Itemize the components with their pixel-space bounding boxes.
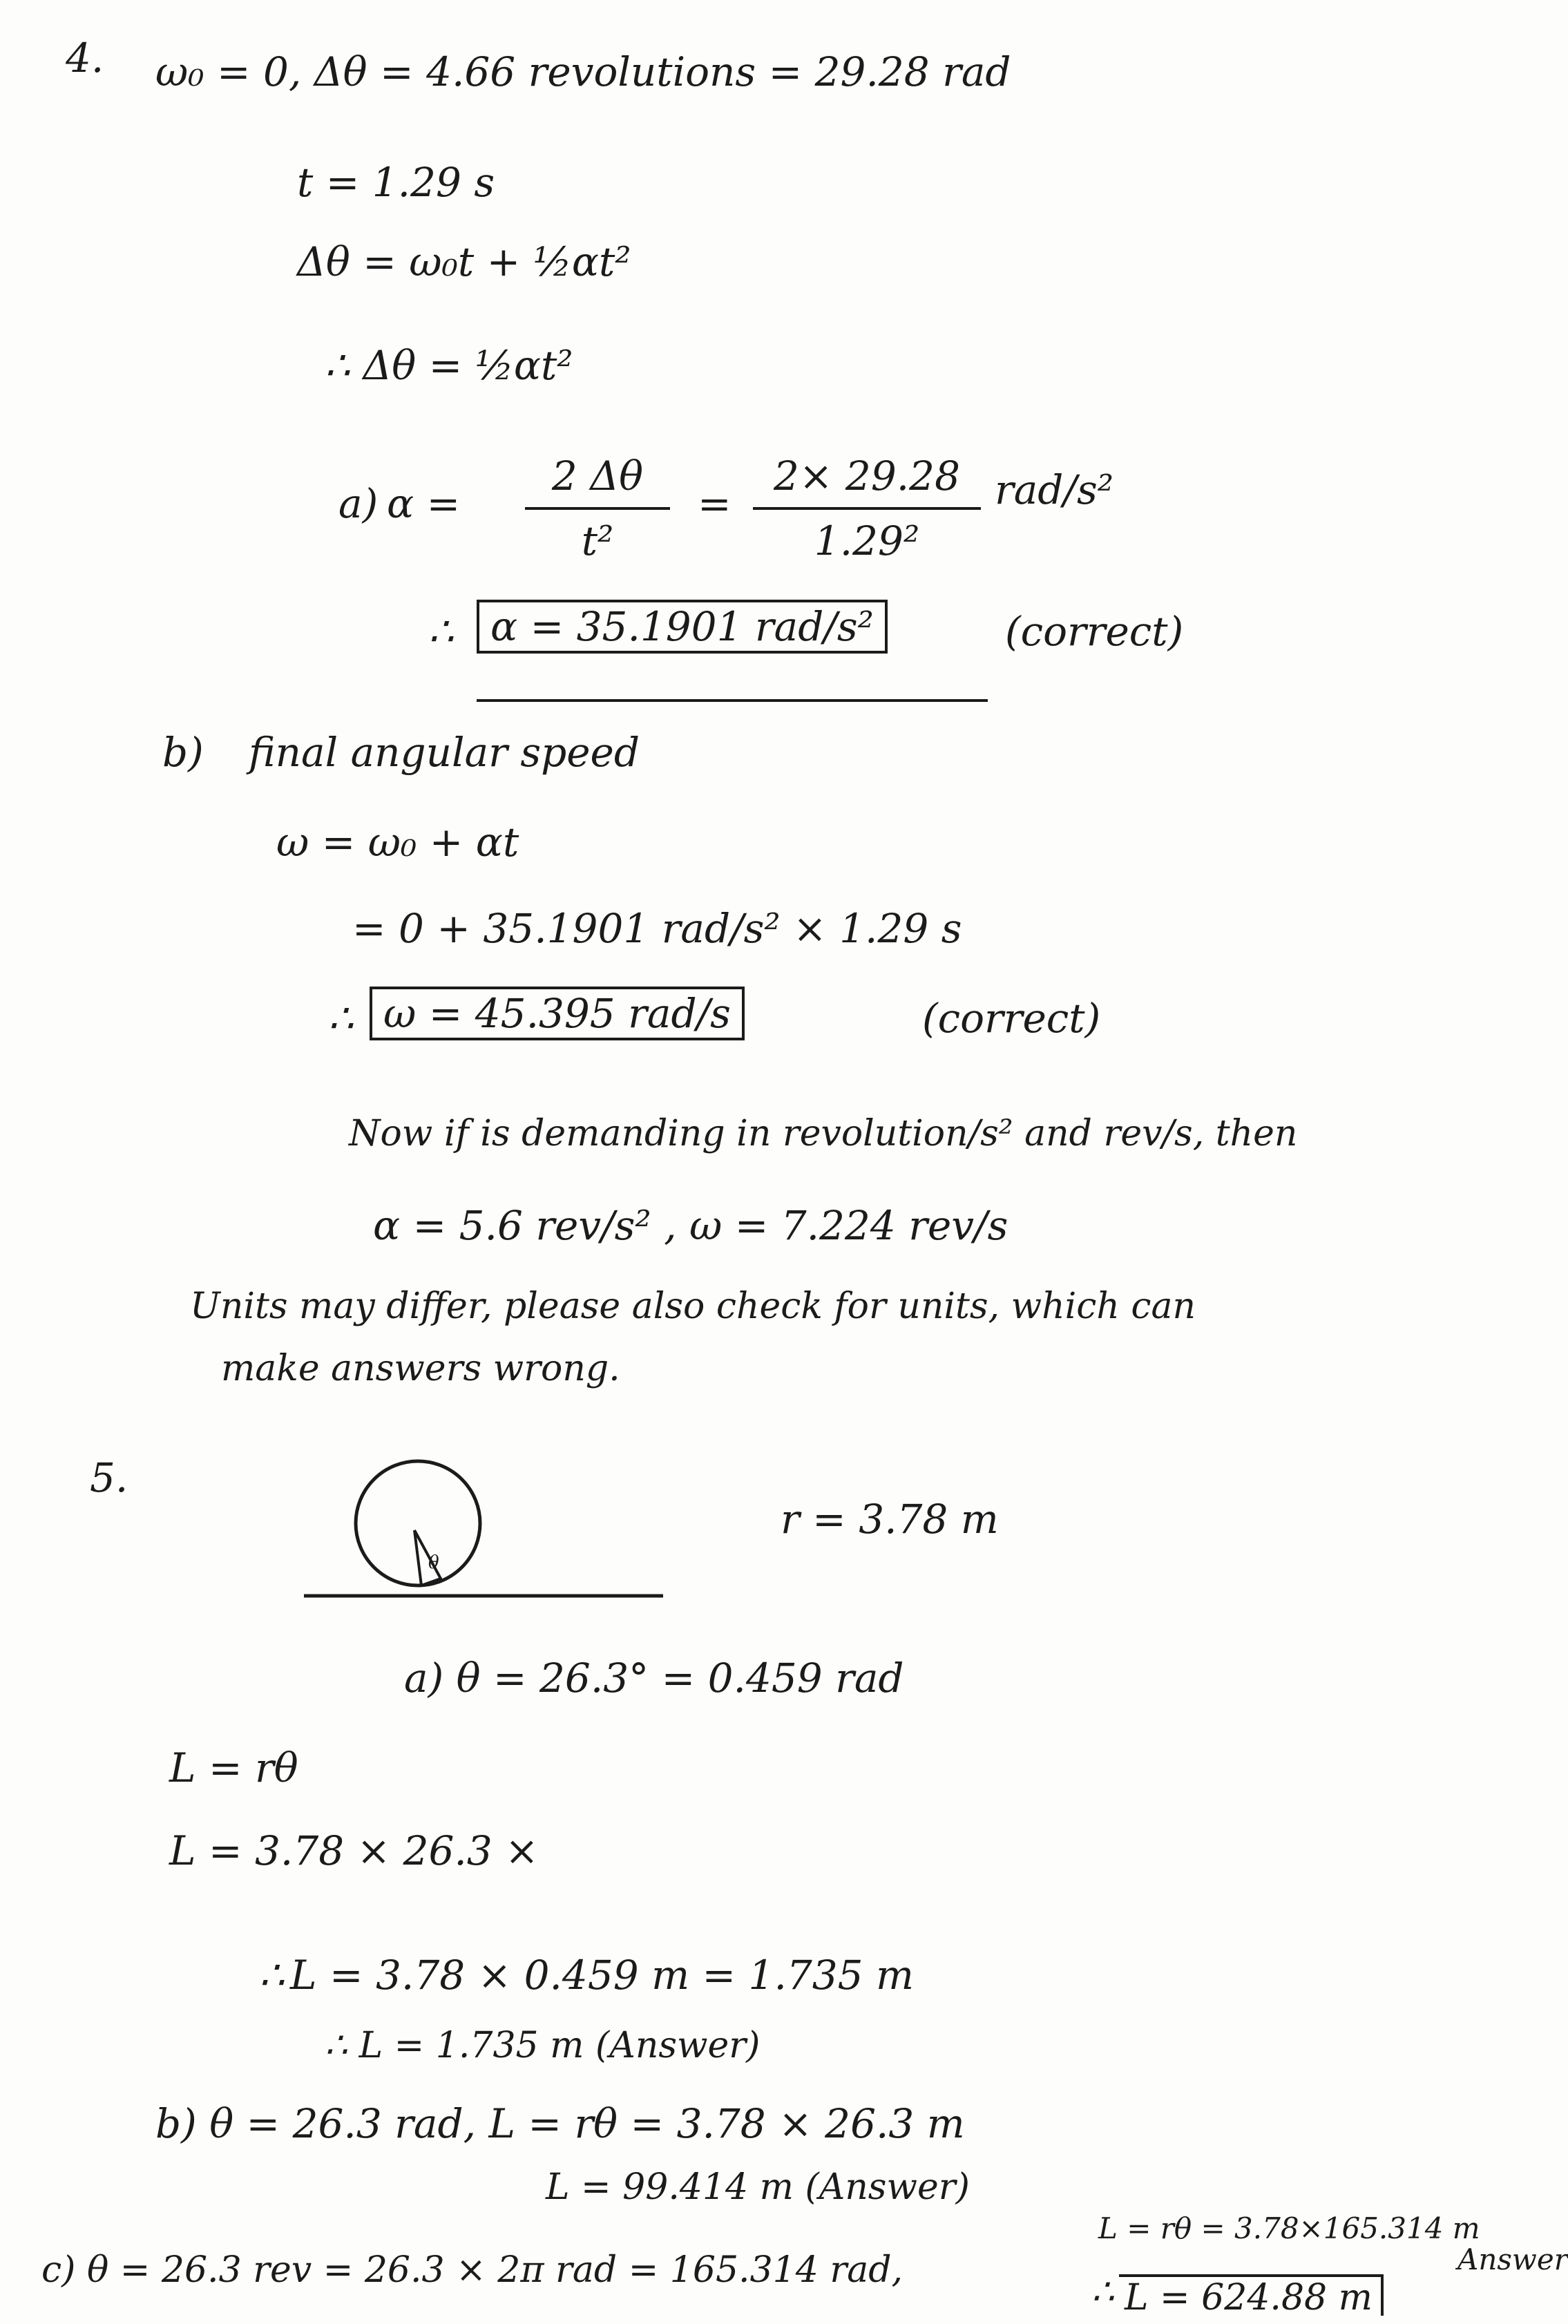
problem-4-time: t = 1.29 s bbox=[297, 159, 495, 206]
alpha-therefore: ∴ bbox=[428, 608, 454, 655]
alpha-fraction-numerator: 2 Δθ bbox=[551, 453, 644, 499]
part-c-result-box: L = 624.88 m bbox=[1119, 2274, 1384, 2316]
alpha-unit: rad/s² bbox=[995, 466, 1113, 513]
alpha-numeric-denominator: 1.29² bbox=[814, 517, 920, 564]
alpha-numeric-numerator: 2× 29.28 bbox=[774, 453, 960, 499]
part-c-answer-label: Answer bbox=[1457, 2242, 1568, 2276]
alpha-symbolic-fraction bbox=[525, 453, 670, 564]
omega-therefore: ∴ bbox=[328, 995, 354, 1042]
theta-label: θ bbox=[428, 1552, 439, 1573]
alpha-equals: = bbox=[698, 480, 732, 527]
problem-4-equation-2: ∴ Δθ = ½αt² bbox=[325, 342, 573, 389]
units-note-line-3: Units may differ, please also check for units, which can bbox=[190, 1286, 1196, 1327]
problem-4-equation-1: Δθ = ω₀t + ½αt² bbox=[297, 238, 631, 285]
part-a-label: a) bbox=[338, 480, 379, 527]
alpha-correct-note: (correct) bbox=[1005, 608, 1184, 655]
fraction-bar bbox=[525, 507, 670, 510]
problem-4-given: ω₀ = 0, Δθ = 4.66 revolutions = 29.28 rad bbox=[155, 48, 1011, 95]
units-note-line-4: make answers wrong. bbox=[221, 1348, 620, 1389]
alpha-fraction-denominator: t² bbox=[581, 517, 614, 564]
fraction-bar bbox=[753, 507, 981, 510]
units-note-line-2: α = 5.6 rev/s² , ω = 7.224 rev/s bbox=[373, 1202, 1008, 1249]
arc-length-attempt: L = 3.78 × 26.3 × bbox=[169, 1827, 539, 1874]
omega-substitution: = 0 + 35.1901 rad/s² × 1.29 s bbox=[352, 905, 962, 952]
part-a-answer: ∴ L = 1.735 m (Answer) bbox=[325, 2025, 761, 2066]
part-a-angle: a) θ = 26.3° = 0.459 rad bbox=[404, 1655, 904, 1702]
omega-formula: ω = ω₀ + αt bbox=[276, 819, 519, 866]
rolling-wheel-figure bbox=[297, 1444, 684, 1617]
part-b-angle-and-length: b) θ = 26.3 rad, L = rθ = 3.78 × 26.3 m bbox=[155, 2100, 965, 2147]
part-c-formula: L = rθ = 3.78×165.314 m bbox=[1098, 2211, 1480, 2245]
radius-value: r = 3.78 m bbox=[781, 1496, 999, 1543]
part-c-angle: c) θ = 26.3 rev = 26.3 × 2π rad = 165.314 rad, bbox=[41, 2249, 903, 2291]
alpha-result-box: α = 35.1901 rad/s² bbox=[477, 600, 888, 654]
problem-5-number: 5. bbox=[90, 1454, 128, 1501]
alpha-numeric-fraction bbox=[753, 453, 981, 564]
arc-length-formula: L = rθ bbox=[169, 1744, 298, 1791]
underline-stroke bbox=[477, 699, 988, 702]
alpha-lhs: α = bbox=[387, 480, 461, 527]
omega-correct-note: (correct) bbox=[922, 995, 1101, 1042]
part-b-answer: L = 99.414 m (Answer) bbox=[546, 2166, 970, 2208]
part-a-therefore: ∴ bbox=[259, 1952, 285, 1999]
part-c-therefore: ∴ bbox=[1091, 2271, 1115, 2313]
part-a-calculation: L = 3.78 × 0.459 m = 1.735 m bbox=[290, 1952, 915, 1999]
omega-result-box: ω = 45.395 rad/s bbox=[370, 987, 745, 1040]
units-note-line-1: Now if is demanding in revolution/s² and rev/s, then bbox=[349, 1113, 1298, 1154]
part-b-title: final angular speed bbox=[249, 729, 640, 776]
problem-4-number: 4. bbox=[66, 35, 104, 82]
part-b-label: b) bbox=[162, 729, 204, 776]
